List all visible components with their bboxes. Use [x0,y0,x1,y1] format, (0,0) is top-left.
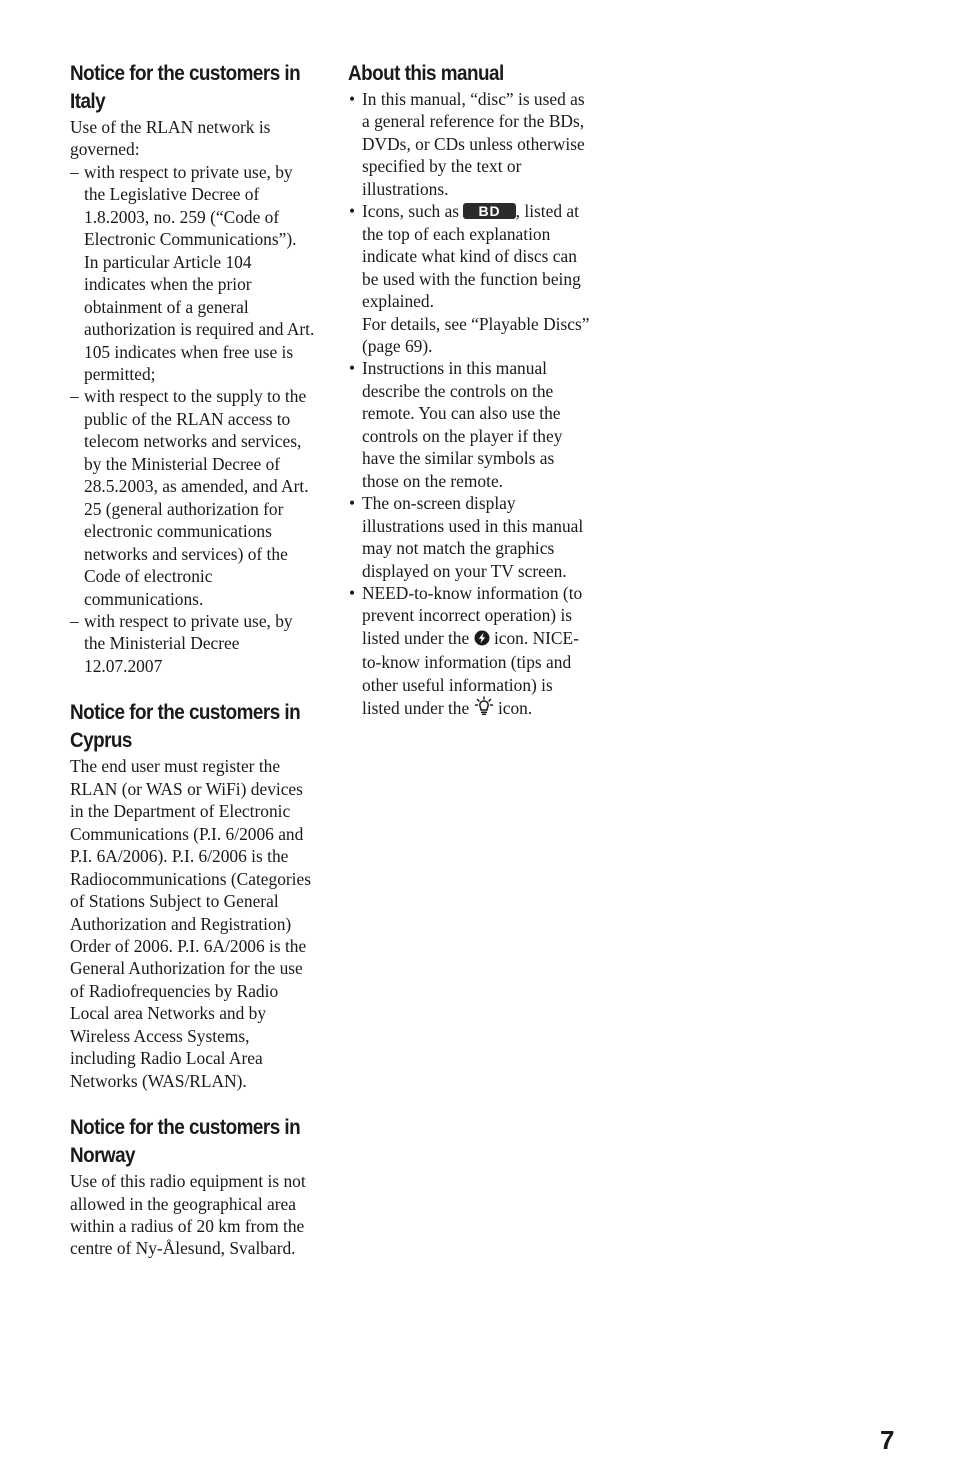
list-item [348,200,594,357]
item2-text-pre: Icons, such as [362,201,460,222]
list-item: • In this manual, “disc” is used as a general reference for the BDs, DVDs, or CDs unless otherwise specified by the text or illustrations. [348,88,594,200]
lightbulb-hint-icon [474,696,494,721]
norway-heading: Notice for the customers in Norway [70,1116,301,1168]
item5-text-post: icon. [497,698,533,719]
about-manual-heading: About this manual [348,62,504,85]
italy-intro: Use of the RLAN network is governed: [70,117,271,160]
norway-body: Use of this radio equipment is not allowed in the geographical area within a radius of 20 km from the centre of Ny-Ålesund, Svalbard. [70,1171,306,1259]
left-column [70,60,315,1282]
item2-details: For details, see “Playable Discs” (page 69). [362,313,590,356]
list-item: – with respect to private use, by the Ministerial Decree 12.07.2007 [70,610,315,677]
cyprus-body: The end user must register the RLAN (or WAS or WiFi) devices in the Department of Electronic Communications (P.I. 6/2006 and P.I. 6A/2006). P.I. 6/2006 is the Radiocommunications (Categories of Stations Subject to General Authorization and Registration) Order of 2006. P.I. 6A/2006 is the General Authorization for the use of Radiofrequencies by Radio Local area Networks and by Wireless Access Systems, including Radio Local Area Networks (WAS/RLAN). [70,756,311,1091]
norway-notice [70,1114,315,1260]
lightning-caution-icon [474,629,490,651]
item2-text-post: , listed at the top of each explanation indicate what kind of discs can be used with the function being explained. [362,201,581,312]
cyprus-heading: Notice for the customers in Cyprus [70,701,301,753]
list-item [348,582,594,722]
italy-list [70,161,315,677]
list-item: • Instructions in this manual describe the controls on the remote. You can also use the controls on the player if they have the similar symbols as those on the remote. [348,357,594,492]
bd-disc-icon: BD [463,203,515,219]
list-item: • The on-screen display illustrations used in this manual may not match the graphics displayed on your TV screen. [348,492,594,582]
about-manual-list [348,88,594,722]
right-column [348,60,594,744]
list-item: – with respect to the supply to the public of the RLAN access to telecom networks and services, by the Ministerial Decree of 28.5.2003, as amended, and Art. 25 (general authorization for electronic communications networks and services) of the Code of electronic communications. [70,385,315,610]
item5-text-pre: NEED-to-know information (to prevent incorrect operation) is listed under the [362,582,583,648]
about-manual [348,60,594,722]
list-item: – with respect to private use, by the Legislative Decree of 1.8.2003, no. 259 (“Code of Electronic Communications”). In particular Article 104 indicates when the prior obtainment of a general authorization is required and Art. 105 indicates when free use is permitted; [70,161,315,386]
item5-text-mid: icon. NICE-to-know information (tips and other useful information) is listed under the [362,627,579,719]
page-number: 7 [880,1425,895,1455]
cyprus-notice [70,699,315,1092]
italy-notice [70,60,315,677]
italy-heading: Notice for the customers in Italy [70,62,301,113]
